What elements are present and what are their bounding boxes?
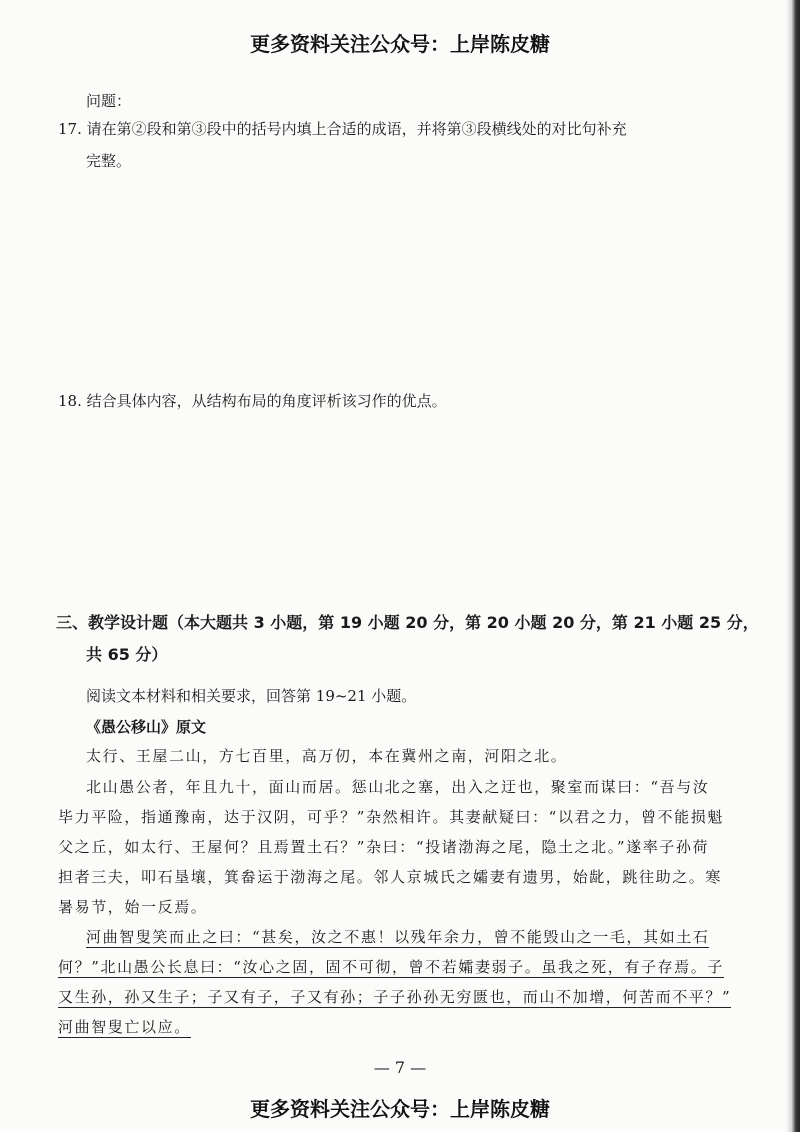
classical-p2-line3: 父之丘，如太行、王屋何？且焉置土石？”杂曰：“投诸渤海之尾，隐土之北。”遂率子孙荷 <box>58 838 710 856</box>
page-number: — 7 — <box>373 1058 427 1077</box>
intro-label: 问题： <box>86 92 132 110</box>
page-footer-watermark: 更多资料关注公众号：上岸陈皮糖 <box>250 1097 550 1121</box>
classical-p3-line3: 又生孙，孙又生子；子又有子，子又有孙；子子孙孙无穷匮也，而山不加增，何苦而不平？” <box>58 988 732 1006</box>
classical-p2-line5: 暑易节，始一反焉。 <box>58 898 208 916</box>
classical-p3-line4: 河曲智叟亡以应。 <box>58 1018 191 1036</box>
reading-instruction: 阅读文本材料和相关要求，回答第 19~21 小题。 <box>86 687 417 705</box>
classical-p2-line2: 毕力平险，指通豫南，达于汉阴，可乎？”杂然相许。其妻献疑曰：“以君之力，曾不能损魁 <box>58 808 724 826</box>
question-17-line1: 17. 请在第②段和第③段中的括号内填上合适的成语，并将第③段横线处的对比句补充 <box>58 120 627 138</box>
text-title: 《愚公移山》原文 <box>86 718 207 736</box>
page-header-watermark: 更多资料关注公众号：上岸陈皮糖 <box>250 32 550 56</box>
scan-edge-shadow <box>786 0 800 1132</box>
classical-p3-line2: 何？”北山愚公长息曰：“汝心之固，固不可彻，曾不若孀妻弱子。虽我之死，有子存焉。子 <box>58 958 724 976</box>
classical-p3-line1: 河曲智叟笑而止之曰：“甚矣，汝之不惠！以残年余力，曾不能毁山之一毛，其如土石 <box>86 928 710 946</box>
classical-p1: 太行、王屋二山，方七百里，高万仞，本在冀州之南，河阳之北。 <box>86 747 568 765</box>
classical-p2-line4: 担者三夫，叩石垦壤，箕畚运于渤海之尾。邻人京城氏之孀妻有遗男，始龀，跳往助之。寒 <box>58 868 723 886</box>
section-3-title-line2: 共 65 分） <box>86 645 168 664</box>
question-18: 18. 结合具体内容，从结构布局的角度评析该习作的优点。 <box>58 392 447 410</box>
question-17-line2: 完整。 <box>86 152 132 170</box>
section-3-title-line1: 三、教学设计题（本大题共 3 小题，第 19 小题 20 分，第 20 小题 20 分，第 21 小题 25 分， <box>56 613 759 632</box>
classical-p2-line1: 北山愚公者，年且九十，面山而居。惩山北之塞，出入之迂也，聚室而谋曰：“吾与汝 <box>86 778 710 796</box>
